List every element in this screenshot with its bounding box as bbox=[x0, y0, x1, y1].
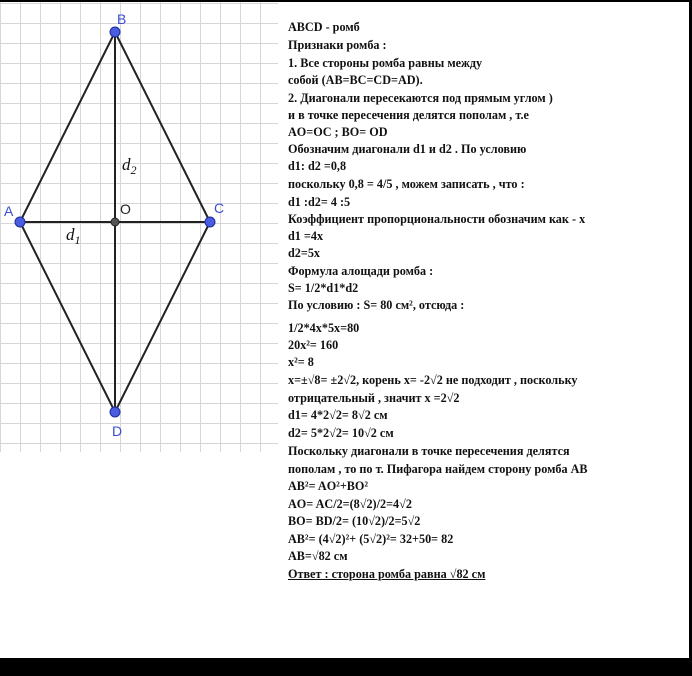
text-line: собой (AB=BC=CD=AD). bbox=[288, 73, 423, 87]
text-line: Поскольку диагонали в точке пересечения делятся bbox=[288, 444, 570, 458]
text-line: BO= BD/2= (10√2)/2=5√2 bbox=[288, 514, 421, 528]
text-line: 20x²= 160 bbox=[288, 338, 339, 352]
text-line: ABCD - ромб bbox=[288, 20, 360, 34]
text-line: AB=√82 см bbox=[288, 549, 348, 563]
text-line: d2=5x bbox=[288, 246, 321, 260]
text-line: и в точке пересечения делятся пополам , т.е bbox=[288, 108, 529, 122]
text-line: Обозначим диагонали d1 и d2 . По условию bbox=[288, 142, 527, 156]
text-line: Признаки ромба : bbox=[288, 38, 387, 52]
text-line: AO=OC ; BO= OD bbox=[288, 125, 388, 139]
text-line: x=±√8= ±2√2, корень x= -2√2 не подходит , поскольку bbox=[288, 373, 578, 387]
text-line: d1: d2 =0,8 bbox=[288, 159, 347, 173]
vertex-c-label: C bbox=[214, 200, 225, 216]
center-o-point bbox=[111, 218, 119, 226]
text-line: AB²= (4√2)²+ (5√2)²= 32+50= 82 bbox=[288, 532, 454, 546]
diagonal-d2-label: $d_2$ bbox=[122, 155, 137, 177]
text-line: отрицательный , значит x =2√2 bbox=[288, 391, 460, 405]
bottom-frame-bar bbox=[0, 658, 692, 676]
text-line: S= 1/2*d1*d2 bbox=[288, 281, 359, 295]
text-line: x²= 8 bbox=[288, 355, 314, 369]
text-line: 1. Все стороны ромба равны между bbox=[288, 56, 483, 70]
text-line: Формула алощади ромба : bbox=[288, 264, 434, 278]
vertex-c-point bbox=[205, 217, 215, 227]
text-line: 2. Диагонали пересекаются под прямым углом ) bbox=[288, 91, 553, 105]
text-line: d2= 5*2√2= 10√2 см bbox=[288, 426, 394, 440]
text-line: d1 :d2= 4 :5 bbox=[288, 195, 351, 209]
vertex-b-label: B bbox=[117, 11, 127, 27]
text-line: AO= AC/2=(8√2)/2=4√2 bbox=[288, 497, 412, 511]
vertex-a-label: A bbox=[4, 203, 14, 219]
vertex-a-point bbox=[15, 217, 25, 227]
vertex-d-point bbox=[110, 407, 120, 417]
text-line: AB²= AO²+BO² bbox=[288, 479, 369, 493]
vertex-d-label: D bbox=[112, 423, 123, 439]
text-line: d1 =4x bbox=[288, 229, 324, 243]
text-line: d1= 4*2√2= 8√2 см bbox=[288, 408, 388, 422]
vertex-b-point bbox=[110, 27, 120, 37]
text-line: 1/2*4x*5x=80 bbox=[288, 321, 360, 335]
text-line: Коэффициент пропорциональности обозначим как - x bbox=[288, 212, 586, 226]
diagonal-d1-label: $d_1$ bbox=[66, 225, 81, 247]
text-line: поскольку 0,8 = 4/5 , можем записать , что : bbox=[288, 177, 525, 191]
top-frame-edge bbox=[0, 0, 692, 2]
text-line: По условию : S= 80 см², отсюда : bbox=[288, 298, 465, 312]
answer-line: Ответ : сторона ромба равна √82 см bbox=[288, 567, 486, 581]
text-line: пополам , то по т. Пифагора найдем сторону ромба AB bbox=[288, 462, 588, 476]
rhombus-figure bbox=[0, 0, 280, 452]
center-o-label: O bbox=[120, 201, 131, 217]
